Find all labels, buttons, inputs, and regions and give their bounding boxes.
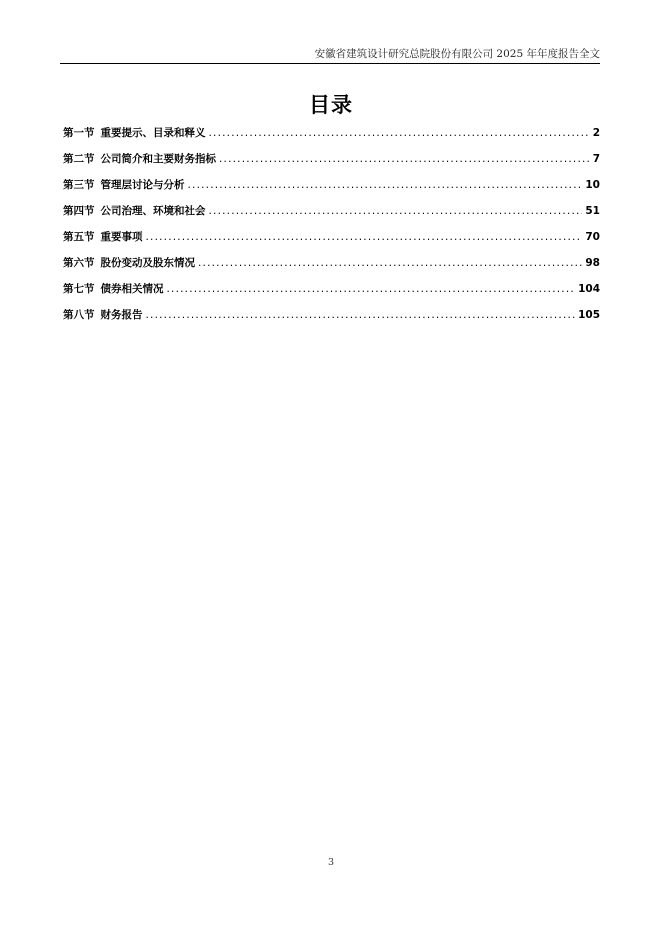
toc-entry-4[interactable] xyxy=(63,202,600,228)
toc-entry-2[interactable] xyxy=(63,150,600,176)
toc-heading: 债券相关情况 xyxy=(100,283,164,295)
running-header: 安徽省建筑设计研究总院股份有限公司 2025 年年度报告全文 xyxy=(314,48,600,60)
toc-chapter-label: 第四节 xyxy=(63,205,95,217)
toc-page-number: 2 xyxy=(592,127,600,139)
toc-chapter-label: 第三节 xyxy=(63,179,95,191)
toc-entry-1[interactable] xyxy=(63,124,600,150)
table-of-contents xyxy=(63,124,600,332)
toc-title: 目录 xyxy=(309,93,353,117)
header-divider xyxy=(60,63,600,64)
toc-entry-6[interactable] xyxy=(63,254,600,280)
toc-dot-leader xyxy=(167,280,576,298)
toc-dot-leader xyxy=(188,176,583,194)
toc-page-number: 104 xyxy=(578,283,600,295)
toc-page-number: 70 xyxy=(585,231,600,243)
toc-dot-leader xyxy=(146,228,583,246)
toc-entry-7[interactable] xyxy=(63,280,600,306)
toc-chapter-label: 第七节 xyxy=(63,283,95,295)
toc-chapter-label: 第六节 xyxy=(63,257,95,269)
toc-dot-leader xyxy=(209,202,583,220)
toc-heading: 公司简介和主要财务指标 xyxy=(100,153,216,165)
toc-page-number: 105 xyxy=(578,309,600,321)
toc-dot-leader xyxy=(146,306,576,324)
toc-heading: 重要提示、目录和释义 xyxy=(100,127,206,139)
toc-heading: 财务报告 xyxy=(100,309,143,321)
toc-page-number: 51 xyxy=(585,205,600,217)
toc-heading: 股份变动及股东情况 xyxy=(100,257,195,269)
toc-heading: 重要事项 xyxy=(100,231,143,243)
toc-dot-leader xyxy=(209,124,590,142)
toc-dot-leader xyxy=(219,150,590,168)
toc-entry-8[interactable] xyxy=(63,306,600,332)
toc-entry-5[interactable] xyxy=(63,228,600,254)
toc-page-number: 10 xyxy=(585,179,600,191)
toc-page-number: 98 xyxy=(585,257,600,269)
toc-heading: 管理层讨论与分析 xyxy=(100,179,185,191)
toc-page-number: 7 xyxy=(592,153,600,165)
toc-heading: 公司治理、环境和社会 xyxy=(100,205,206,217)
toc-dot-leader xyxy=(198,254,582,272)
toc-chapter-label: 第二节 xyxy=(63,153,95,165)
toc-chapter-label: 第八节 xyxy=(63,309,95,321)
toc-entry-3[interactable] xyxy=(63,176,600,202)
page-number: 3 xyxy=(327,857,335,868)
toc-chapter-label: 第一节 xyxy=(63,127,95,139)
toc-chapter-label: 第五节 xyxy=(63,231,95,243)
